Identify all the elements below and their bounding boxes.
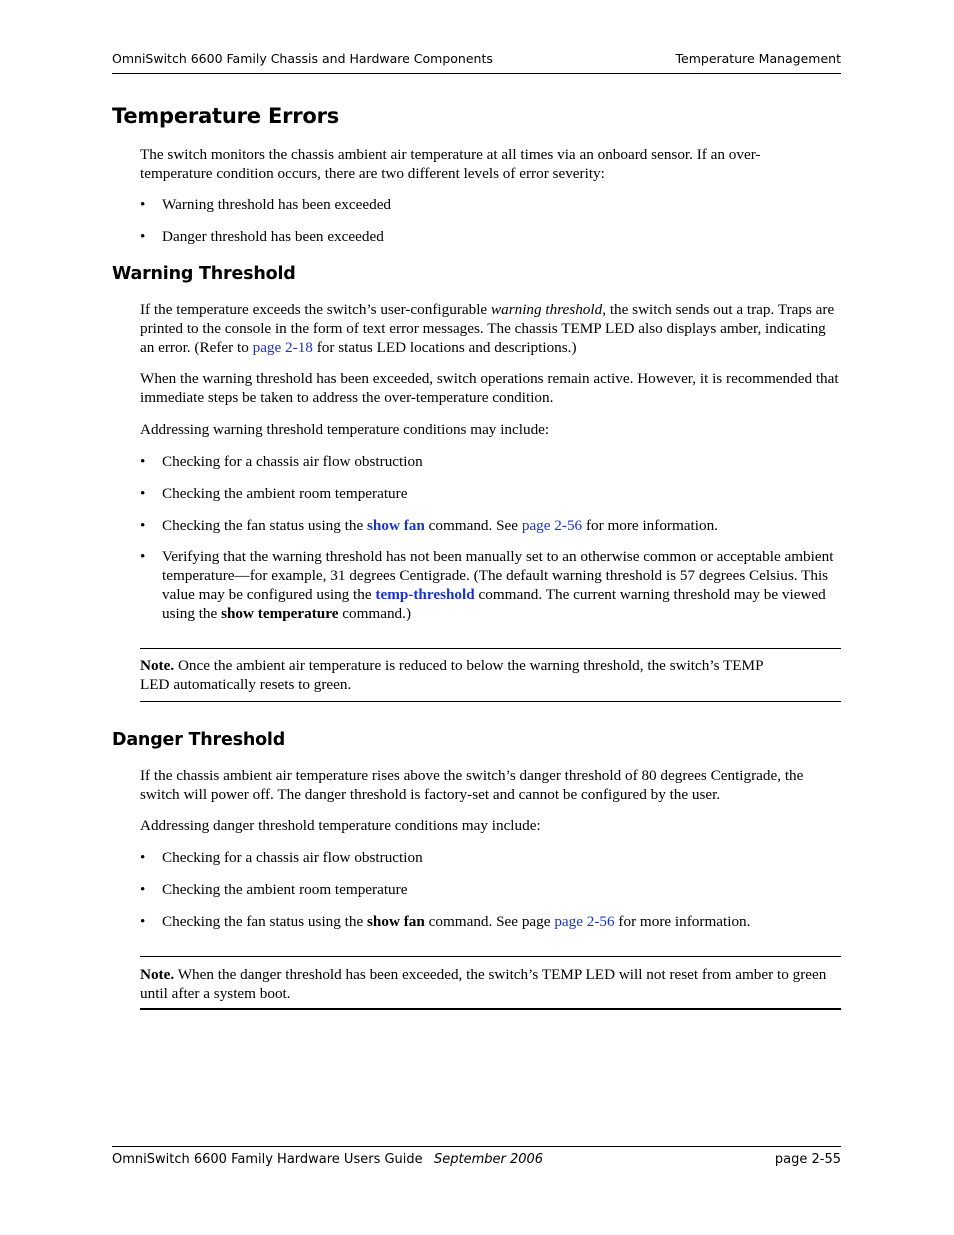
- note-top-rule: [140, 956, 841, 957]
- bullet-icon: •: [140, 517, 146, 534]
- list-item-text: Checking the ambient room temperature: [162, 881, 408, 898]
- page-link[interactable]: page 2-56: [521, 517, 583, 534]
- text: , the switch sends out a trap. Traps are printed to the console in the form of text error messages. The chassis TEMP LED also displays amber, indicating an error. (Refer to: [140, 301, 835, 356]
- footer-title: OmniSwitch 6600 Family Hardware Users Guide: [112, 1152, 423, 1167]
- footer-date: September 2006: [434, 1152, 544, 1167]
- text: Checking the fan status using the: [162, 913, 367, 930]
- note-label: Note.: [140, 966, 175, 983]
- bullet-icon: •: [140, 196, 146, 213]
- text: for more information.: [614, 913, 751, 930]
- text: command. The current warning threshold may be viewed using the: [162, 586, 826, 622]
- danger-heading: Danger Threshold: [112, 730, 286, 750]
- list-item-text: [162, 547, 842, 623]
- footer-rule: [112, 1146, 841, 1147]
- emphasis: warning threshold: [490, 301, 603, 318]
- command-name: show fan: [367, 913, 425, 930]
- text: command. See: [424, 517, 522, 534]
- command-link-temp-threshold[interactable]: temp-threshold: [375, 586, 475, 603]
- bullet-icon: •: [140, 485, 146, 502]
- page-link[interactable]: page 2-56: [554, 913, 615, 930]
- bullet-icon: •: [140, 913, 146, 930]
- danger-paragraph-1: If the chassis ambient air temperature rises above the switch’s danger threshold of 80 degrees Centigrade, the switch will power off. The danger threshold is factory-set and cannot be configured by the user.: [140, 767, 804, 803]
- page-title: Temperature Errors: [112, 104, 340, 128]
- intro-line-1: The switch monitors the chassis ambient air temperature at all times via an onboard sensor. If an over-: [140, 146, 761, 163]
- warning-note: [140, 656, 780, 694]
- text: for status LED locations and descriptions.): [312, 339, 577, 356]
- list-item-text: Checking for a chassis air flow obstruction: [162, 849, 423, 866]
- note-bottom-rule: [140, 1008, 841, 1010]
- note-bottom-rule: [140, 701, 841, 702]
- danger-paragraph-2: Addressing danger threshold temperature conditions may include:: [140, 817, 541, 834]
- text: If the temperature exceeds the switch’s user-configurable: [140, 301, 491, 318]
- intro-line-2: temperature condition occurs, there are two different levels of error severity:: [140, 165, 605, 182]
- list-item-text: [162, 516, 842, 535]
- text: command. See page: [424, 913, 555, 930]
- text: command.): [338, 605, 412, 622]
- warning-paragraph-1: [140, 300, 842, 357]
- bullet-icon: •: [140, 228, 146, 245]
- list-item-text: Checking the ambient room temperature: [162, 485, 408, 502]
- warning-heading: Warning Threshold: [112, 264, 296, 284]
- warning-paragraph-2: When the warning threshold has been exceeded, switch operations remain active. However, it is recommended that immediate steps be taken to address the over-temperature condition.: [140, 370, 839, 406]
- bullet-icon: •: [140, 881, 146, 898]
- bullet-icon: •: [140, 548, 146, 565]
- danger-note: [140, 965, 842, 1003]
- page-number: page 2-55: [774, 1152, 841, 1167]
- header-section: Temperature Management: [675, 51, 841, 66]
- list-item-text: [162, 912, 842, 931]
- command-name: show temperature: [221, 605, 339, 622]
- command-link-show-fan[interactable]: show fan: [367, 517, 425, 534]
- warning-paragraph-3: Addressing warning threshold temperature conditions may include:: [140, 421, 550, 438]
- intro-paragraph: [140, 145, 842, 183]
- text: for more information.: [582, 517, 718, 534]
- bullet-icon: •: [140, 849, 146, 866]
- list-item-text: Danger threshold has been exceeded: [162, 228, 384, 245]
- text: Checking the fan status using the: [162, 517, 367, 534]
- page-link[interactable]: page 2-18: [252, 339, 313, 356]
- header-title: OmniSwitch 6600 Family Chassis and Hardware Components: [112, 51, 493, 66]
- list-item-text: Warning threshold has been exceeded: [162, 196, 392, 213]
- list-item-text: Checking for a chassis air flow obstruction: [162, 453, 423, 470]
- note-text: When the danger threshold has been exceeded, the switch’s TEMP LED will not reset from amber to green until after a system boot.: [140, 966, 827, 1002]
- header-rule: [112, 73, 841, 74]
- text: Verifying that the warning threshold has not been manually set to an otherwise common or acceptable ambient temperature—for example, 31 degrees Centigrade. (The default warning threshold is 57 degrees Celsius. This value may be configured using the: [162, 548, 834, 603]
- note-text: Once the ambient air temperature is reduced to below the warning threshold, the switch’s TEMP LED automatically resets to green.: [140, 657, 763, 693]
- bullet-icon: •: [140, 453, 146, 470]
- note-label: Note.: [140, 657, 175, 674]
- note-top-rule: [140, 648, 841, 649]
